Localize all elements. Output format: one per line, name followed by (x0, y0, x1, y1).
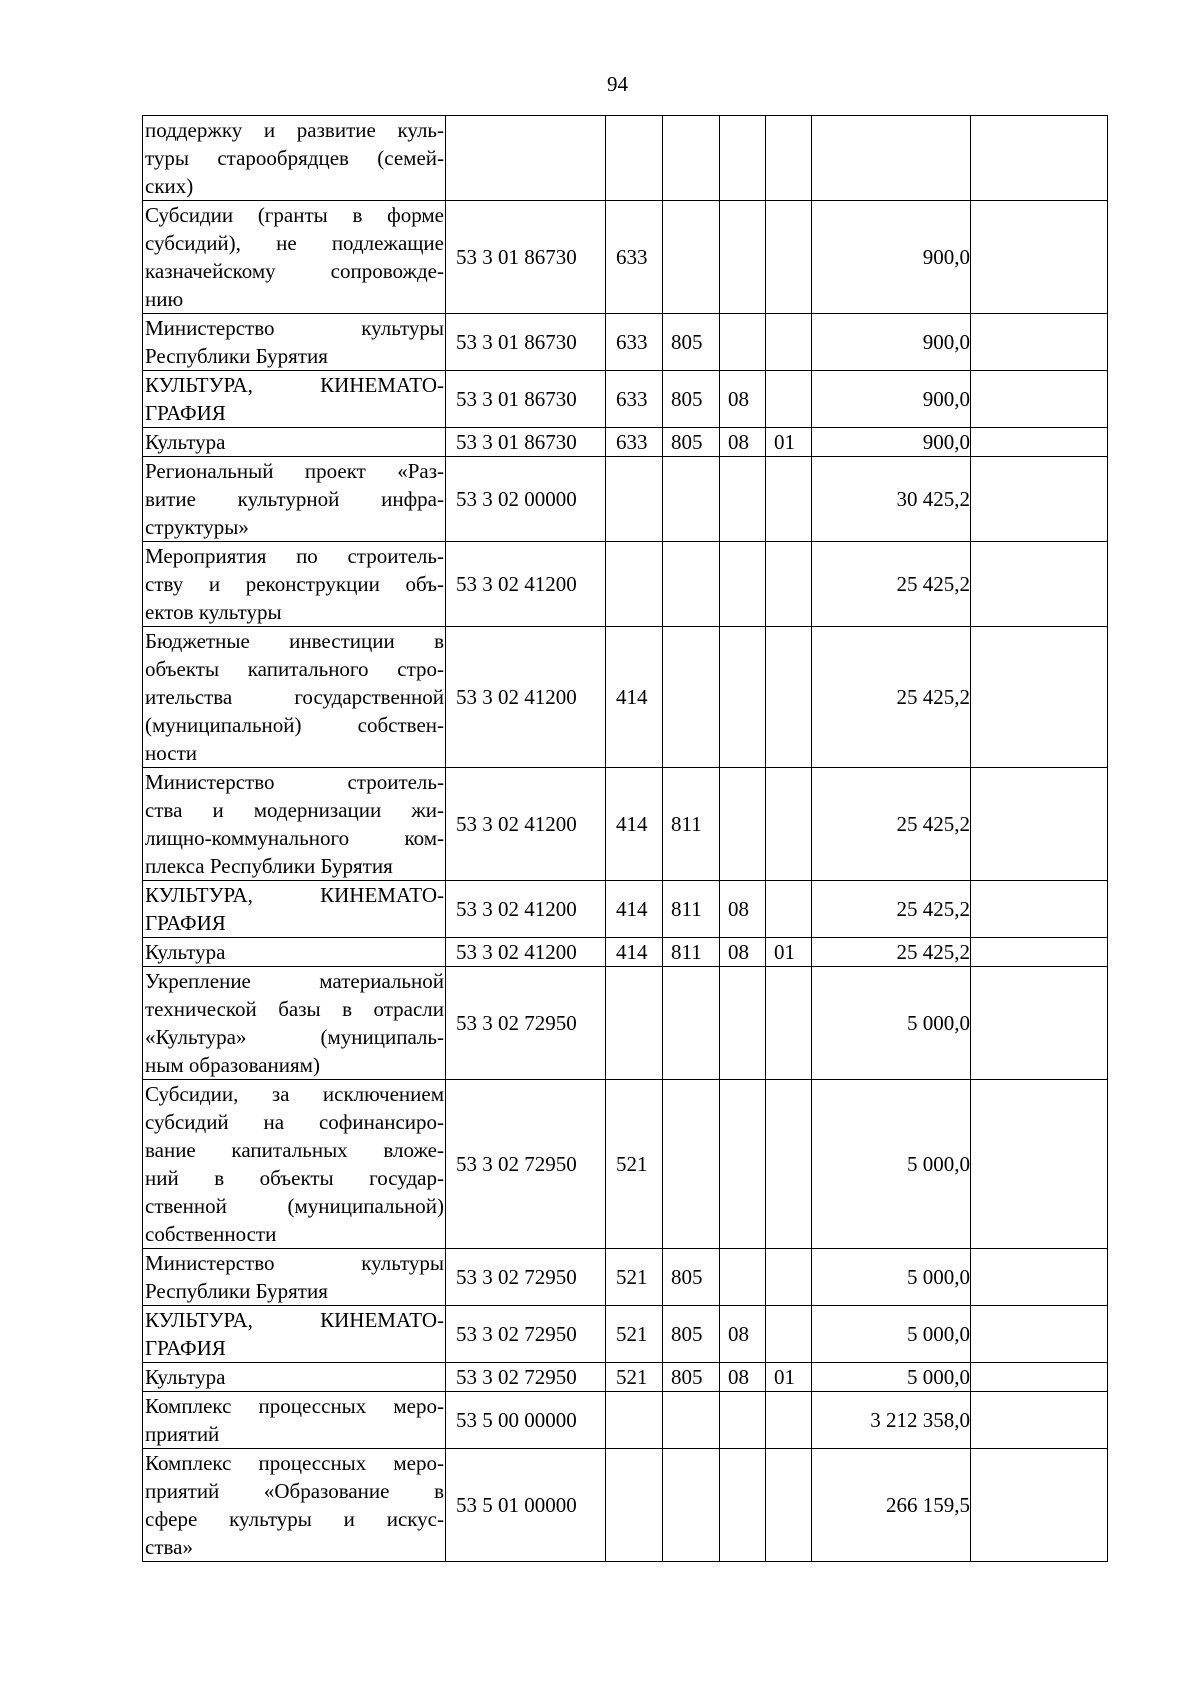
item-name-cell (143, 1306, 446, 1363)
item-name-line: вание капитальных вложе- (145, 1138, 444, 1162)
extra-cell (971, 201, 1108, 314)
item-name-line: собственности (145, 1222, 277, 1246)
table-row (143, 1249, 1108, 1306)
section-code-cell (720, 1392, 766, 1449)
target-article-code-cell: 53 3 02 72950 (446, 1306, 606, 1363)
subsection-code-cell (766, 314, 812, 371)
item-name-line: Комплекс процессных меро- (145, 1394, 444, 1418)
section-code-cell (720, 457, 766, 542)
item-name-cell (143, 1249, 446, 1306)
target-article-code-cell: 53 3 01 86730 (446, 371, 606, 428)
subsection-code-cell: 01 (766, 1363, 812, 1392)
item-name-line: ности (145, 741, 197, 765)
item-name-line: казначейскому сопровожде- (145, 259, 444, 283)
target-article-code-cell: 53 3 01 86730 (446, 201, 606, 314)
item-name-line: ства» (145, 1535, 193, 1559)
amount-cell: 25 425,2 (812, 881, 971, 938)
extra-cell (971, 1363, 1108, 1392)
item-name-line: Комплекс процессных меро- (145, 1451, 444, 1475)
item-name-line: Субсидии (гранты в форме (145, 203, 444, 227)
amount-cell: 900,0 (812, 428, 971, 457)
item-name-cell (143, 938, 446, 967)
expense-type-cell: 633 (606, 314, 663, 371)
table-row (143, 542, 1108, 627)
table-row (143, 1080, 1108, 1249)
amount-cell: 25 425,2 (812, 768, 971, 881)
item-name-line: (муниципальной) собствен- (145, 713, 444, 737)
item-name-line: ГРАФИЯ (145, 1336, 226, 1360)
extra-cell (971, 1249, 1108, 1306)
item-name-line: ительства государственной (145, 685, 444, 709)
table-row (143, 201, 1108, 314)
item-name-cell (143, 967, 446, 1080)
item-name-cell (143, 457, 446, 542)
administrator-code-cell: 805 (663, 1249, 720, 1306)
item-name-line: ным образованиям) (145, 1053, 320, 1077)
amount-cell: 30 425,2 (812, 457, 971, 542)
table-row (143, 881, 1108, 938)
extra-cell (971, 542, 1108, 627)
item-name-line: туры старообрядцев (семей- (145, 146, 444, 170)
section-code-cell (720, 1249, 766, 1306)
administrator-code-cell (663, 1449, 720, 1562)
amount-cell: 25 425,2 (812, 542, 971, 627)
expense-type-cell (606, 542, 663, 627)
section-code-cell (720, 768, 766, 881)
table-row (143, 457, 1108, 542)
subsection-code-cell (766, 201, 812, 314)
extra-cell (971, 1392, 1108, 1449)
target-article-code-cell: 53 3 02 41200 (446, 881, 606, 938)
expense-type-cell: 633 (606, 371, 663, 428)
item-name-cell (143, 314, 446, 371)
expense-type-cell: 414 (606, 938, 663, 967)
section-code-cell (720, 627, 766, 768)
extra-cell (971, 1449, 1108, 1562)
subsection-code-cell (766, 881, 812, 938)
section-code-cell: 08 (720, 371, 766, 428)
item-name-line: ГРАФИЯ (145, 401, 226, 425)
amount-cell: 5 000,0 (812, 1249, 971, 1306)
item-name-cell (143, 1392, 446, 1449)
item-name-cell (143, 116, 446, 201)
administrator-code-cell: 805 (663, 371, 720, 428)
table-row (143, 428, 1108, 457)
target-article-code-cell: 53 3 02 72950 (446, 1080, 606, 1249)
table-row (143, 627, 1108, 768)
target-article-code-cell: 53 3 02 41200 (446, 938, 606, 967)
expense-type-cell: 521 (606, 1363, 663, 1392)
table-row (143, 768, 1108, 881)
administrator-code-cell: 811 (663, 768, 720, 881)
item-name-line: ГРАФИЯ (145, 911, 226, 935)
administrator-code-cell (663, 1392, 720, 1449)
item-name-line: Министерство культуры (145, 316, 444, 340)
expense-type-cell (606, 967, 663, 1080)
subsection-code-cell (766, 1249, 812, 1306)
amount-cell: 3 212 358,0 (812, 1392, 971, 1449)
item-name-line: витие культурной инфра- (145, 487, 444, 511)
item-name-line: Республики Бурятия (145, 1279, 328, 1303)
target-article-code-cell: 53 3 01 86730 (446, 314, 606, 371)
subsection-code-cell (766, 768, 812, 881)
item-name-cell (143, 1080, 446, 1249)
subsection-code-cell (766, 627, 812, 768)
extra-cell (971, 371, 1108, 428)
amount-cell: 266 159,5 (812, 1449, 971, 1562)
table-body (143, 116, 1108, 1562)
item-name-line: Региональный проект «Раз- (145, 459, 444, 483)
extra-cell (971, 768, 1108, 881)
item-name-line: поддержку и развитие куль- (145, 118, 444, 142)
section-code-cell (720, 116, 766, 201)
amount-cell: 900,0 (812, 201, 971, 314)
item-name-line: субсидий), не подлежащие (145, 231, 444, 255)
item-name-line: КУЛЬТУРА, КИНЕМАТО- (145, 1308, 444, 1332)
item-name-line: Республики Бурятия (145, 344, 328, 368)
administrator-code-cell (663, 542, 720, 627)
expense-type-cell: 414 (606, 627, 663, 768)
extra-cell (971, 881, 1108, 938)
expense-type-cell: 633 (606, 201, 663, 314)
expense-type-cell: 633 (606, 428, 663, 457)
page-number: 94 (607, 72, 628, 96)
item-name-line: Мероприятия по строитель- (145, 544, 444, 568)
table-row (143, 1449, 1108, 1562)
item-name-line: Укрепление материальной (145, 969, 444, 993)
item-name-cell (143, 768, 446, 881)
target-article-code-cell: 53 3 02 72950 (446, 1249, 606, 1306)
administrator-code-cell: 811 (663, 881, 720, 938)
extra-cell (971, 1306, 1108, 1363)
amount-cell: 5 000,0 (812, 1306, 971, 1363)
item-name-line: нию (145, 287, 184, 311)
item-name-line: ских) (145, 174, 194, 198)
amount-cell (812, 116, 971, 201)
expense-type-cell: 414 (606, 881, 663, 938)
target-article-code-cell: 53 3 02 41200 (446, 768, 606, 881)
target-article-code-cell: 53 3 02 00000 (446, 457, 606, 542)
amount-cell: 25 425,2 (812, 627, 971, 768)
administrator-code-cell (663, 967, 720, 1080)
amount-cell: 5 000,0 (812, 1363, 971, 1392)
item-name-line: ний в объекты государ- (145, 1166, 444, 1190)
budget-table (142, 115, 1108, 1562)
amount-cell: 900,0 (812, 371, 971, 428)
item-name-line: ственной (муниципальной) (145, 1194, 444, 1218)
subsection-code-cell (766, 542, 812, 627)
item-name-line: ству и реконструкции объ- (145, 572, 444, 596)
subsection-code-cell (766, 116, 812, 201)
amount-cell: 25 425,2 (812, 938, 971, 967)
item-name-line: КУЛЬТУРА, КИНЕМАТО- (145, 883, 444, 907)
amount-cell: 900,0 (812, 314, 971, 371)
item-name-line: плекса Республики Бурятия (145, 854, 393, 878)
item-name-line: сфере культуры и искус- (145, 1507, 444, 1531)
table-row (143, 967, 1108, 1080)
target-article-code-cell: 53 3 02 72950 (446, 967, 606, 1080)
administrator-code-cell: 805 (663, 314, 720, 371)
section-code-cell (720, 967, 766, 1080)
amount-cell: 5 000,0 (812, 967, 971, 1080)
extra-cell (971, 938, 1108, 967)
section-code-cell: 08 (720, 938, 766, 967)
administrator-code-cell: 805 (663, 428, 720, 457)
item-name-cell (143, 542, 446, 627)
administrator-code-cell (663, 201, 720, 314)
item-name-cell (143, 428, 446, 457)
item-name-line: Субсидии, за исключением (145, 1082, 444, 1106)
item-name-cell (143, 627, 446, 768)
expense-type-cell: 521 (606, 1080, 663, 1249)
section-code-cell (720, 1080, 766, 1249)
expense-type-cell (606, 1392, 663, 1449)
target-article-code-cell: 53 3 02 41200 (446, 627, 606, 768)
table-row (143, 116, 1108, 201)
item-name-line: Культура (145, 1365, 226, 1389)
item-name-line: Министерство культуры (145, 1251, 444, 1275)
extra-cell (971, 1080, 1108, 1249)
extra-cell (971, 314, 1108, 371)
section-code-cell: 08 (720, 428, 766, 457)
item-name-line: структуры» (145, 515, 249, 539)
administrator-code-cell (663, 457, 720, 542)
subsection-code-cell (766, 457, 812, 542)
item-name-line: лищно-коммунального ком- (145, 826, 444, 850)
item-name-line: ства и модернизации жи- (145, 798, 444, 822)
section-code-cell (720, 1449, 766, 1562)
expense-type-cell: 521 (606, 1249, 663, 1306)
section-code-cell: 08 (720, 881, 766, 938)
table-row (143, 314, 1108, 371)
expense-type-cell (606, 1449, 663, 1562)
item-name-line: приятий «Образование в (145, 1479, 444, 1503)
item-name-cell (143, 1363, 446, 1392)
subsection-code-cell (766, 1306, 812, 1363)
subsection-code-cell (766, 1392, 812, 1449)
target-article-code-cell: 53 3 02 41200 (446, 542, 606, 627)
subsection-code-cell (766, 1449, 812, 1562)
administrator-code-cell (663, 1080, 720, 1249)
item-name-cell (143, 881, 446, 938)
target-article-code-cell: 53 5 00 00000 (446, 1392, 606, 1449)
subsection-code-cell (766, 1080, 812, 1249)
extra-cell (971, 116, 1108, 201)
expense-type-cell (606, 457, 663, 542)
item-name-line: ектов культуры (145, 600, 282, 624)
item-name-line: Бюджетные инвестиции в (145, 629, 444, 653)
item-name-line: КУЛЬТУРА, КИНЕМАТО- (145, 373, 444, 397)
table-row (143, 1392, 1108, 1449)
extra-cell (971, 457, 1108, 542)
item-name-cell (143, 371, 446, 428)
item-name-cell (143, 201, 446, 314)
subsection-code-cell (766, 371, 812, 428)
administrator-code-cell (663, 627, 720, 768)
item-name-line: технической базы в отрасли (145, 997, 444, 1021)
section-code-cell (720, 542, 766, 627)
item-name-line: Культура (145, 430, 226, 454)
target-article-code-cell: 53 3 02 72950 (446, 1363, 606, 1392)
subsection-code-cell: 01 (766, 428, 812, 457)
administrator-code-cell (663, 116, 720, 201)
item-name-line: Культура (145, 940, 226, 964)
amount-cell: 5 000,0 (812, 1080, 971, 1249)
item-name-line: приятий (145, 1422, 220, 1446)
item-name-line: «Культура» (муниципаль- (145, 1025, 444, 1049)
administrator-code-cell: 811 (663, 938, 720, 967)
item-name-line: Министерство строитель- (145, 770, 444, 794)
table-row (143, 1363, 1108, 1392)
administrator-code-cell: 805 (663, 1363, 720, 1392)
table-row (143, 1306, 1108, 1363)
subsection-code-cell (766, 967, 812, 1080)
item-name-cell (143, 1449, 446, 1562)
subsection-code-cell: 01 (766, 938, 812, 967)
expense-type-cell: 521 (606, 1306, 663, 1363)
item-name-line: объекты капитального стро- (145, 657, 444, 681)
section-code-cell: 08 (720, 1306, 766, 1363)
target-article-code-cell (446, 116, 606, 201)
administrator-code-cell: 805 (663, 1306, 720, 1363)
table-row (143, 938, 1108, 967)
extra-cell (971, 967, 1108, 1080)
section-code-cell: 08 (720, 1363, 766, 1392)
expense-type-cell (606, 116, 663, 201)
target-article-code-cell: 53 3 01 86730 (446, 428, 606, 457)
expense-type-cell: 414 (606, 768, 663, 881)
target-article-code-cell: 53 5 01 00000 (446, 1449, 606, 1562)
extra-cell (971, 428, 1108, 457)
item-name-line: субсидий на софинансиро- (145, 1110, 444, 1134)
table-row (143, 371, 1108, 428)
section-code-cell (720, 314, 766, 371)
extra-cell (971, 627, 1108, 768)
section-code-cell (720, 201, 766, 314)
